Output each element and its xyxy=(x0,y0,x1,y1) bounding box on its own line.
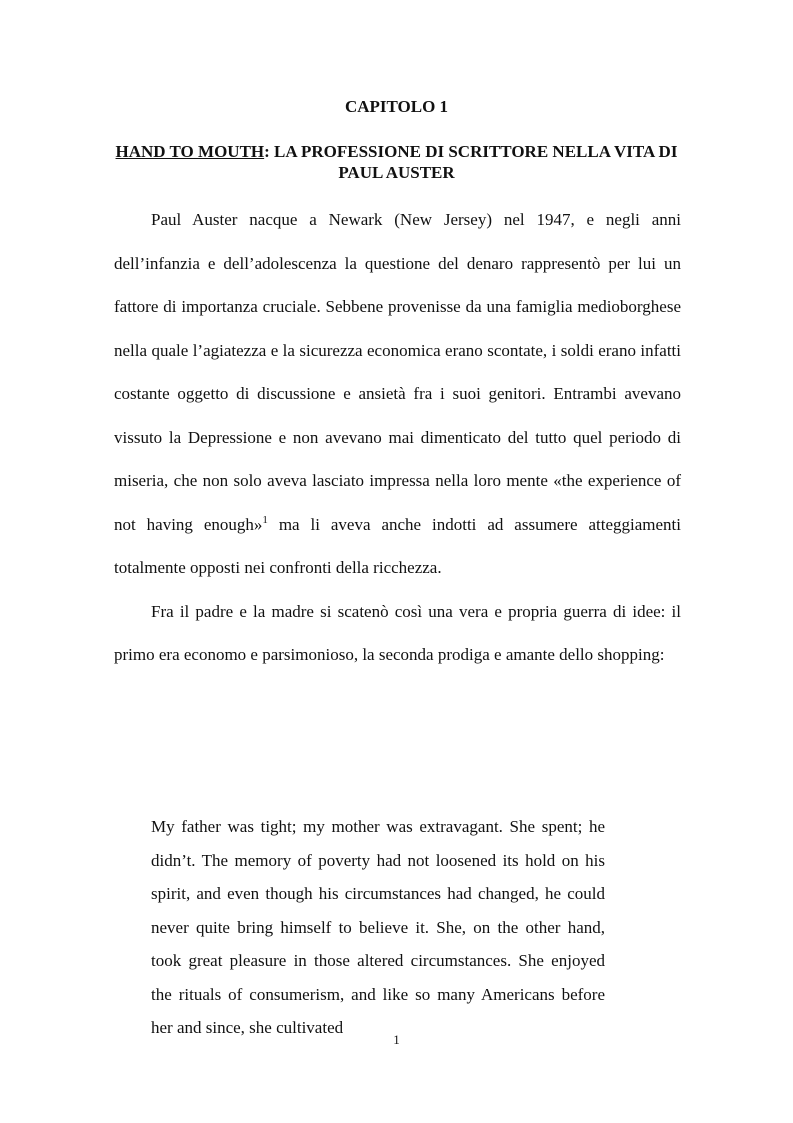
paragraph-1-continuation: ma li aveva anche indotti ad assumere atteggiamenti totalmente opposti nei confronti della ricchezza. xyxy=(114,514,681,577)
paragraph-1-text: Paul Auster nacque a Newark (New Jersey) nel 1947, e negli anni dell’infanzia e dell’adolescenza la questione del denaro rappresentò per lui un fattore di importanza cruciale. Sebbene provenisse da una famiglia medioborghese nella quale l’agiatezza e la sicurezza economica erano scontate, i soldi erano infatti costante oggetto di discussione e ansietà fra i suoi genitori. Entrambi avevano vissuto la Depressione e non avevano mai dimenticato del tutto quel periodo di miseria, che non solo aveva lasciato impressa nella loro mente «the experience of not having enough» xyxy=(114,210,681,534)
chapter-title-rest: : LA PROFESSIONE DI SCRITTORE NELLA VITA DI PAUL AUSTER xyxy=(264,142,678,182)
chapter-title-underlined: HAND TO MOUTH xyxy=(115,142,265,161)
block-quote: My father was tight; my mother was extravagant. She spent; he didn’t. The memory of poverty had not loosened its hold on his spirit, and even though his circumstances had changed, he could never quite bring himself to believe it. She, on the other hand, took great pleasure in those altered circumstances. She enjoyed the rituals of consumerism, and like so many Americans before her and since, she cultivated xyxy=(151,817,605,1037)
page-number: 1 xyxy=(393,1032,400,1047)
chapter-heading: CAPITOLO 1 xyxy=(344,97,449,116)
paragraph-2 xyxy=(114,590,681,677)
body-text xyxy=(114,198,681,677)
paragraph-1 xyxy=(114,198,681,590)
paragraph-2-text: Fra il padre e la madre si scatenò così una vera e propria guerra di idee: il primo era economo e parsimonioso, la seconda prodiga e amante dello shopping: xyxy=(114,601,681,664)
footnote-reference[interactable]: 1 xyxy=(262,513,268,526)
chapter-title xyxy=(100,141,693,183)
